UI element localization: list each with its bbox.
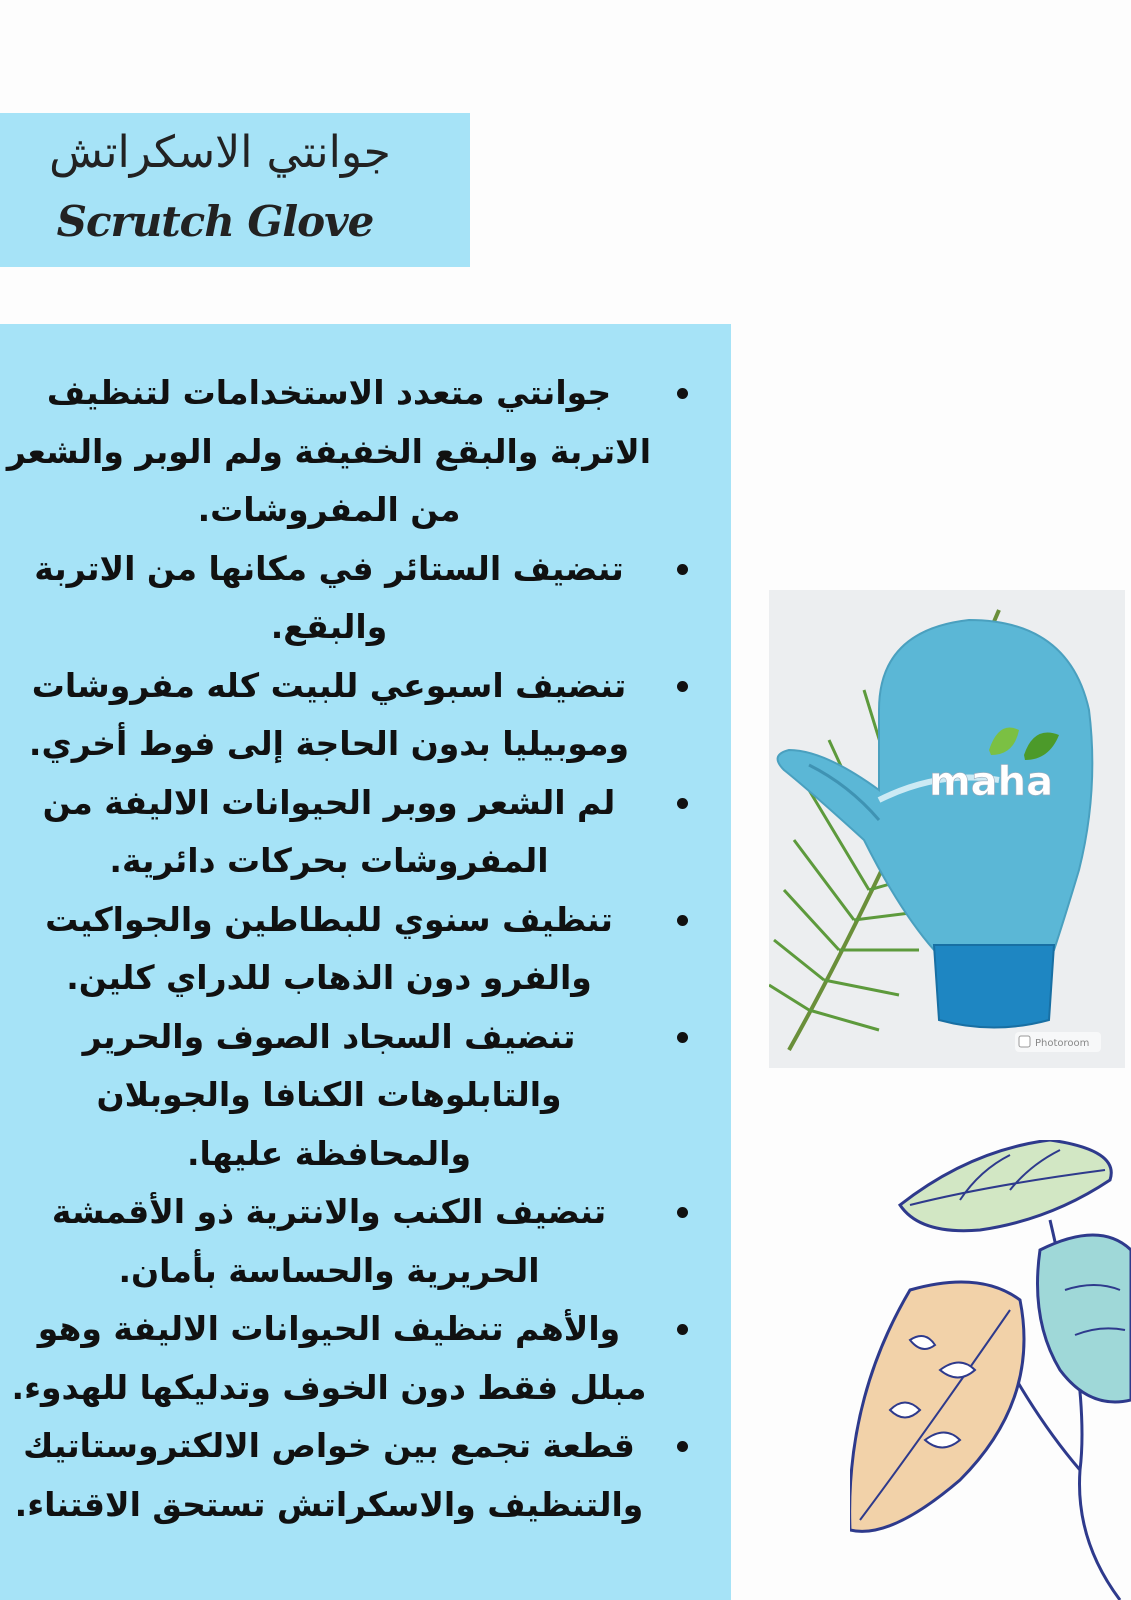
title-arabic: جوانتي الاسكراتش (49, 127, 391, 178)
title-english: Scrutch Glove (56, 197, 374, 246)
list-item-text: لم الشعر ووبر الحيوانات الاليفة من المفروشات بحركات دائرية. (42, 782, 616, 880)
features-list (0, 364, 712, 1534)
brand-logo-text: maha (929, 759, 1054, 805)
list-item-text: تنضيف الستائر في مكانها من الاتربة والبقع. (34, 548, 624, 646)
features-panel (0, 324, 731, 1600)
bullet-dot (677, 915, 688, 926)
bullet-dot (677, 1207, 688, 1218)
list-item-text: تنضيف السجاد الصوف والحرير والتابلوهات الكنافا والجوبلان والمحافظة عليها. (82, 1016, 576, 1173)
list-item (0, 364, 712, 540)
list-item-text: والأهم تنظيف الحيوانات الاليفة وهو مبلل فقط دون الخوف وتدليكها للهدوء. (11, 1309, 647, 1407)
bullet-dot (677, 1441, 688, 1452)
list-item (0, 891, 712, 1008)
list-item (0, 1300, 712, 1417)
list-item (0, 1417, 712, 1534)
bullet-dot (677, 798, 688, 809)
product-photo (769, 590, 1125, 1068)
decorative-leaves-icon (850, 1140, 1131, 1600)
list-item-text: جوانتي متعدد الاستخدامات لتنظيف الاتربة والبقع الخفيفة ولم الوبر والشعر من المفروشات. (6, 373, 652, 529)
bullet-dot (677, 564, 688, 575)
bullet-dot (677, 1324, 688, 1335)
bullet-dot (677, 681, 688, 692)
glove-cuff (934, 945, 1054, 1028)
watermark-text: Photoroom (1035, 1038, 1090, 1049)
list-item (0, 657, 712, 774)
list-item-text: تنضيف الكنب والانترية ذو الأقمشة الحريرية والحساسة بأمان. (51, 1192, 607, 1290)
list-item-text: تنضيف اسبوعي للبيت كله مفروشات وموبيليا بدون الحاجة إلى فوط أخري. (28, 665, 630, 763)
bullet-dot (677, 1032, 688, 1043)
bullet-dot (677, 388, 688, 399)
list-item-text: تنظيف سنوي للبطاطين والجواكيت والفرو دون الذهاب للدراي كلين. (45, 899, 613, 997)
list-item (0, 774, 712, 891)
list-item (0, 1008, 712, 1184)
title-box (0, 113, 470, 267)
list-item (0, 540, 712, 657)
glove-illustration (769, 590, 1125, 1068)
photoroom-watermark (1015, 1032, 1101, 1052)
list-item (0, 1183, 712, 1300)
list-item-text: قطعة تجمع بين خواص الالكتروستاتيك والتنظيف والاسكراتش تستحق الاقتناء. (14, 1426, 644, 1524)
